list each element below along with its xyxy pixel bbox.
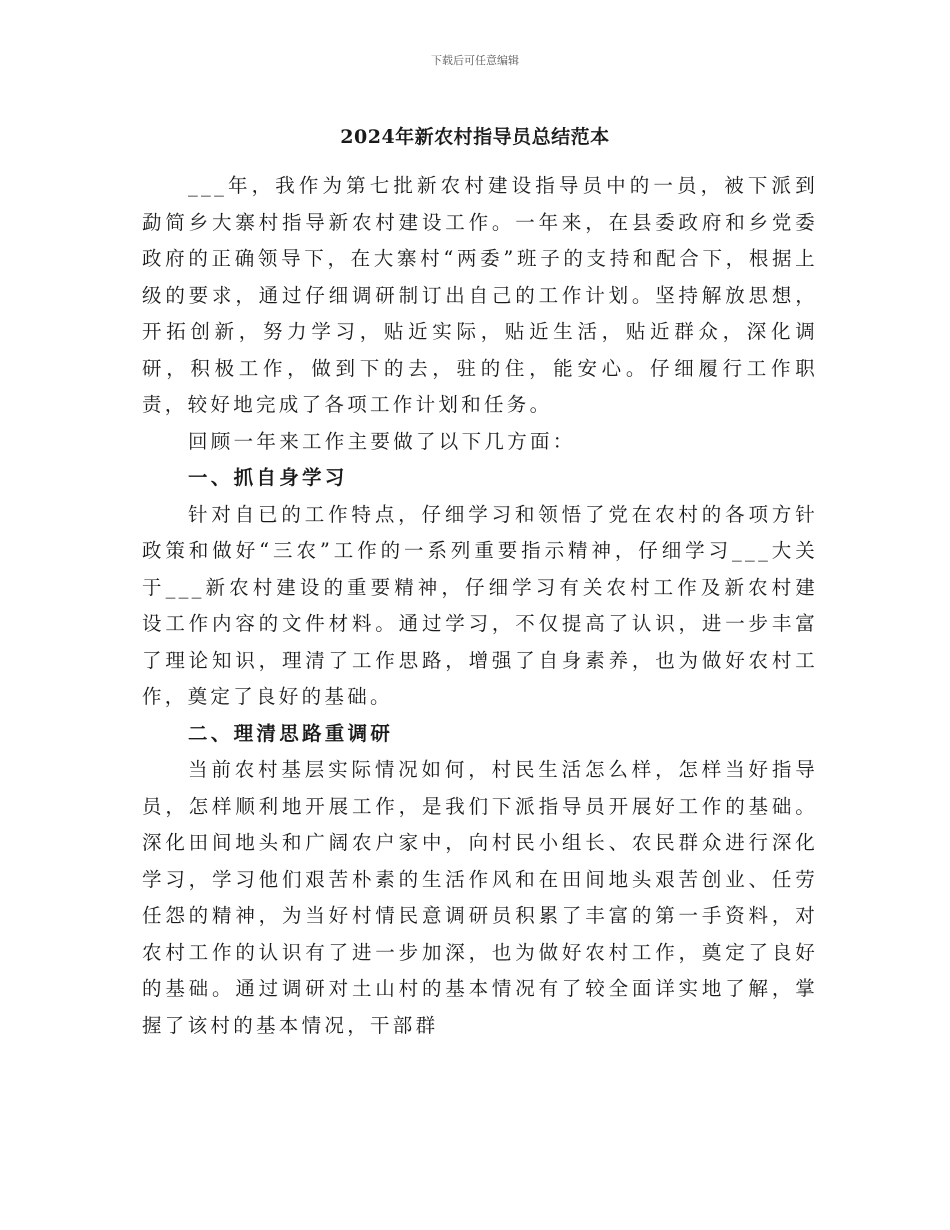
section-2-heading: 二、理清思路重调研 [188,721,394,745]
section-1-heading: 一、抓自身学习 [188,466,348,489]
section-1-paragraph: 针对自已的工作特点，仔细学习和领悟了党在农村的各项方针政策和做好“三农”工作的一系列重要指示精神，仔细学习___大关于___新农村建设的重要精神，仔细学习有关农村工作及新农村建设工作内容的文件材料。通过学习，不仅提高了认识，进一步丰富了理论知识，理清了工作思路，增强了自身素养，也为做好农村工作，奠定了良好的基础。 [142,502,819,708]
document-body [142,168,818,1044]
review-paragraph: 回顾一年来工作主要做了以下几方面： [188,429,576,453]
intro-paragraph: ___年，我作为第七批新农村建设指导员中的一员，被下派到勐简乡大寨村指导新农村建设工作。一年来，在县委政府和乡党委政府的正确领导下，在大寨村“两委”班子的支持和配合下，根据上级的要求，通过仔细调研制订出自己的工作计划。坚持解放思想，开拓创新，努力学习，贴近实际，贴近生活，贴近群众，深化调研，积极工作，做到下的去，驻的住，能安心。仔细履行工作职责，较好地完成了各项工作计划和任务。 [142,174,818,416]
section-2-paragraph: 当前农村基层实际情况如何，村民生活怎么样，怎样当好指导员，怎样顺利地开展工作，是我们下派指导员开展好工作的基础。深化田间地头和广阔农户家中，向村民小组长、农民群众进行深化学习，学习他们艰苦朴素的生活作风和在田间地头艰苦创业、任劳任怨的精神，为当好村情民意调研员积累了丰富的第一手资料，对农村工作的认识有了进一步加深，也为做好农村工作，奠定了良好的基础。通过调研对土山村的基本情况有了较全面详实地了解，掌握了该村的基本情况，干部群 [142,758,818,1037]
document-title: 2024年新农村指导员总结范本 [340,126,610,148]
header-note: 下载后可任意编辑 [431,54,519,67]
